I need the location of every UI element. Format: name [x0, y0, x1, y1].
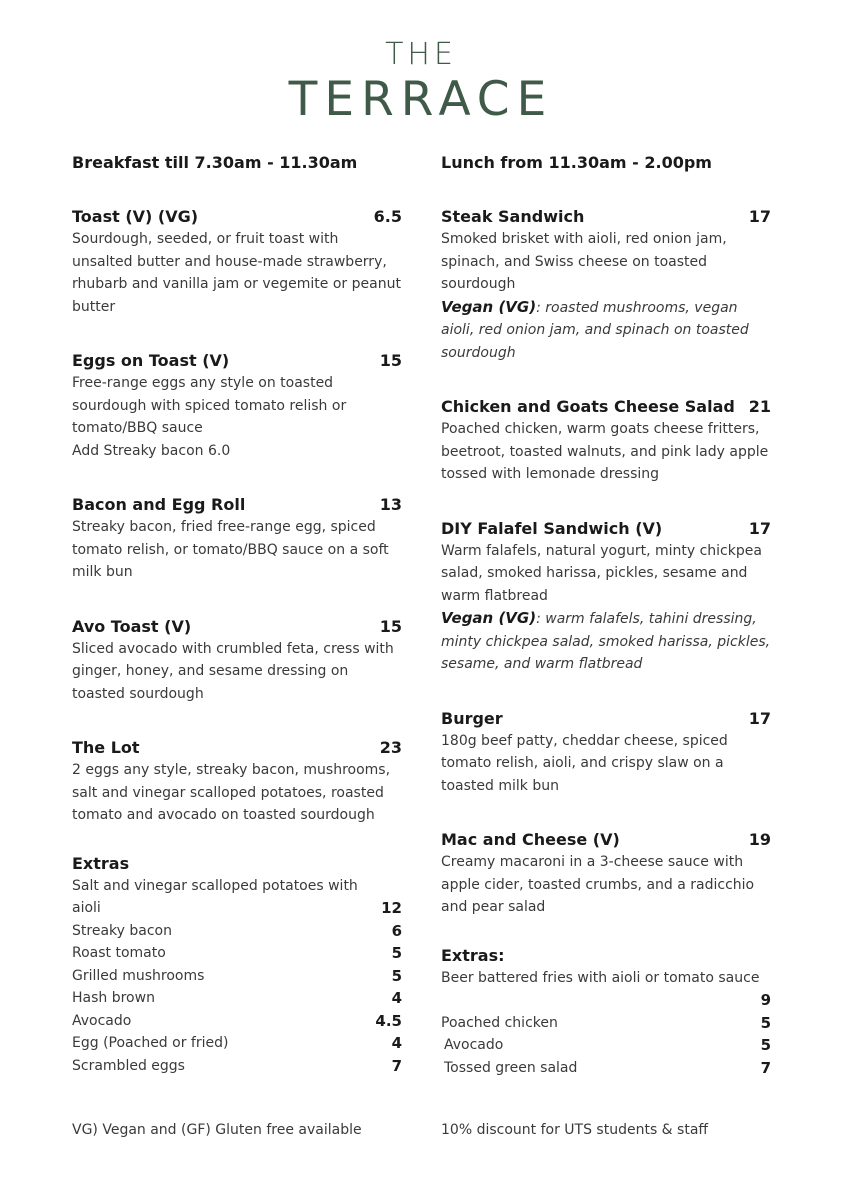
menu-item: [441, 518, 771, 676]
extra-price: 4.5: [375, 1011, 402, 1030]
extra-item: [72, 965, 402, 988]
item-name: Toast (V) (VG): [72, 207, 199, 226]
extra-item-first-line: Beer battered fries with aioli or tomato sauce: [441, 969, 760, 986]
menu-item: [441, 396, 771, 486]
lunch-extras-title: Extras:: [441, 945, 505, 965]
item-name: Eggs on Toast (V): [72, 351, 230, 370]
item-price: 17: [748, 518, 771, 538]
item-price: 17: [748, 207, 771, 226]
extra-name: Avocado: [444, 1037, 504, 1053]
menu-item: [72, 206, 402, 318]
item-price: 21: [748, 397, 771, 416]
item-name: Avo Toast (V): [72, 616, 192, 636]
extra-name: Egg (Poached or fried): [72, 1035, 229, 1051]
item-name: Mac and Cheese (V): [441, 830, 620, 849]
lunch-heading: Lunch from 11.30am - 2.00pm: [441, 153, 712, 172]
extra-name: Roast tomato: [72, 945, 166, 961]
extra-item: [72, 942, 402, 965]
menu-item: [72, 350, 402, 462]
vegan-label: Vegan (VG): [441, 609, 537, 627]
menu-item: [72, 494, 402, 584]
extra-name: Streaky bacon: [72, 922, 172, 939]
extra-item: [72, 920, 402, 943]
footer-dietary-note: VG) Vegan and (GF) Gluten free available: [72, 1122, 362, 1138]
vegan-description: : warm falafels, tahini dressing, minty chickpea salad, smoked harissa, pickles, sesame, and warm flatbread: [441, 611, 771, 672]
item-price: 19: [748, 830, 771, 849]
item-description: Creamy macaroni in a 3-cheese sauce with apple cider, toasted crumbs, and a radicchio and pear salad: [441, 854, 755, 915]
extra-price: 5: [760, 1013, 771, 1032]
extra-price: 4: [391, 1034, 402, 1052]
extra-price: 9: [760, 991, 771, 1009]
extra-price: 5: [391, 944, 402, 962]
extra-price: 5: [391, 966, 402, 985]
extra-item: [441, 1012, 771, 1035]
extra-item: [72, 1032, 402, 1055]
item-description: Smoked brisket with aioli, red onion jam, spinach, and Swiss cheese on toasted sourdough: [441, 231, 727, 292]
logo-line-the: THE: [385, 37, 457, 72]
extra-name: Tossed green salad: [444, 1059, 578, 1076]
vegan-label: Vegan (VG): [441, 297, 537, 316]
extra-name: Grilled mushrooms: [72, 967, 205, 984]
extra-item: [441, 989, 771, 1012]
breakfast-heading: Breakfast till 7.30am - 11.30am: [72, 153, 358, 172]
extra-price: 7: [760, 1058, 771, 1077]
extra-item: [441, 1057, 771, 1080]
extra-name: Scrambled eggs: [72, 1057, 185, 1074]
item-description: Streaky bacon, fried free-range egg, spiced tomato relish, or tomato/BBQ sauce on a soft milk bun: [72, 519, 389, 580]
extra-item: [72, 1010, 402, 1033]
item-description: Poached chicken, warm goats cheese fritters, beetroot, toasted walnuts, and pink lady apple tossed with lemonade dressing: [441, 421, 769, 482]
item-price: 15: [379, 351, 402, 370]
item-addon: Add Streaky bacon 6.0: [72, 442, 231, 459]
extra-price: 4: [391, 989, 402, 1007]
item-name: Burger: [441, 708, 503, 728]
item-description: Sourdough, seeded, or fruit toast with unsalted butter and house-made strawberry, rhubarb and vanilla jam or vegemite or peanut butter: [72, 231, 401, 315]
item-description: Free-range eggs any style on toasted sourdough with spiced tomato relish or tomato/BBQ sauce: [72, 375, 347, 436]
item-name: DIY Falafel Sandwich (V): [441, 518, 663, 538]
menu-item: [72, 616, 402, 706]
breakfast-column: [72, 152, 402, 1077]
extra-name: Avocado: [72, 1012, 132, 1029]
vegan-option: [441, 607, 771, 676]
menu-item: [72, 737, 402, 827]
breakfast-extras-title: Extras: [72, 853, 130, 873]
menu-item: [441, 206, 771, 364]
vegan-option: [441, 296, 771, 365]
item-name: Steak Sandwich: [441, 207, 585, 226]
extra-item: [441, 1034, 771, 1057]
extra-price: 6: [391, 921, 402, 940]
item-description: 2 eggs any style, streaky bacon, mushrooms, salt and vinegar scalloped potatoes, roasted tomato and avocado on toasted sourdough: [72, 762, 391, 823]
extra-price: 7: [391, 1056, 402, 1075]
logo-line-terrace: TERRACE: [288, 72, 554, 127]
extra-item-first-line: Salt and vinegar scalloped potatoes with: [72, 877, 358, 894]
extra-name: aioli: [72, 900, 101, 916]
extra-name: Hash brown: [72, 990, 155, 1006]
item-price: 6.5: [373, 207, 402, 226]
extra-item: [72, 897, 402, 920]
item-name: Bacon and Egg Roll: [72, 495, 246, 514]
item-description: Warm falafels, natural yogurt, minty chickpea salad, smoked harissa, pickles, sesame and warm flatbread: [441, 542, 762, 604]
item-description: 180g beef patty, cheddar cheese, spiced tomato relish, aioli, and crispy slaw on a toasted milk bun: [441, 732, 728, 794]
vegan-description: : roasted mushrooms, vegan aioli, red onion jam, and spinach on toasted sourdough: [441, 299, 749, 361]
logo: [0, 38, 842, 126]
extra-name: Poached chicken: [441, 1014, 558, 1031]
item-name: Chicken and Goats Cheese Salad: [441, 397, 735, 416]
item-price: 17: [748, 708, 771, 728]
extra-item: [72, 1055, 402, 1078]
item-price: 13: [379, 495, 402, 514]
menu-item: [441, 708, 771, 798]
footer-discount-note: 10% discount for UTS students & staff: [441, 1122, 709, 1138]
menu-item: [441, 829, 771, 919]
item-name: The Lot: [72, 738, 140, 757]
extra-item: [72, 987, 402, 1010]
extra-price: 12: [381, 899, 402, 917]
item-description: Sliced avocado with crumbled feta, cress with ginger, honey, and sesame dressing on toasted sourdough: [72, 640, 394, 702]
extra-price: 5: [760, 1036, 771, 1054]
item-price: 23: [379, 738, 402, 757]
item-price: 15: [379, 616, 402, 636]
lunch-column: [441, 152, 771, 1079]
